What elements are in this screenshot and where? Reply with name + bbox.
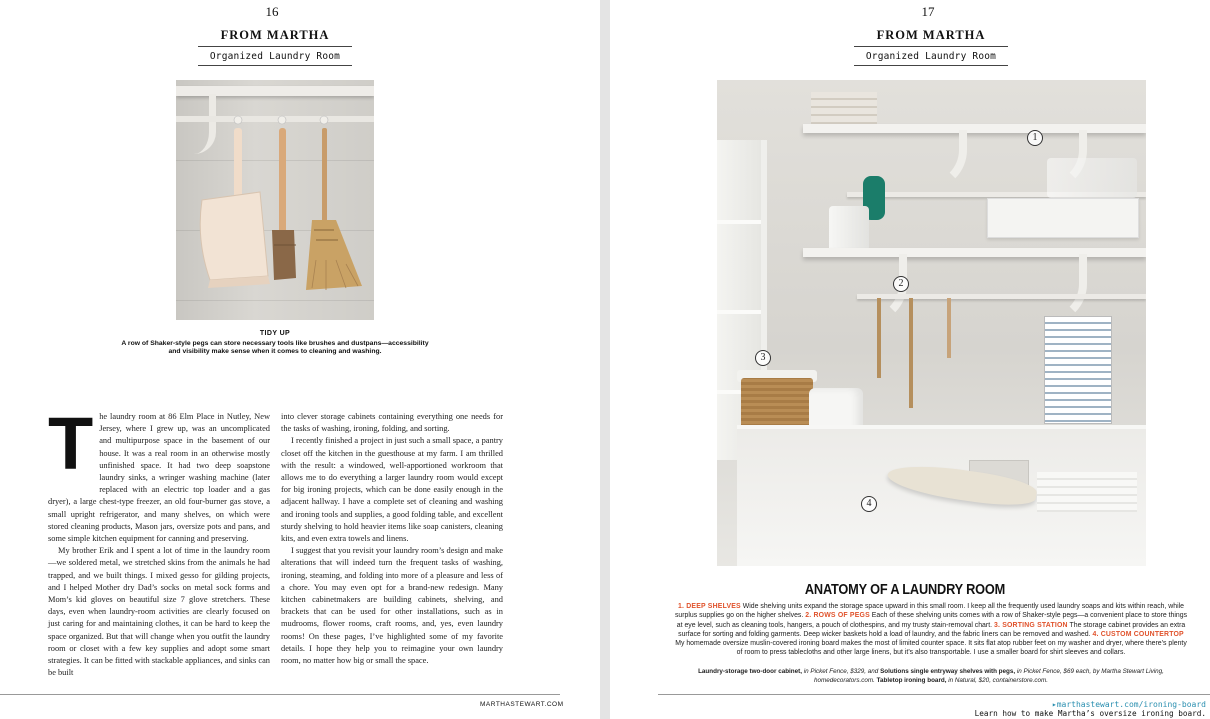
web-link[interactable]: ▸marthastewart.com/ironing-board	[1051, 700, 1206, 709]
broom-icon	[306, 128, 362, 290]
article-paragraph: I suggest that you revisit your laundry room’s design and make alterations that will indeed turn the frequent tasks of washing, ironing, steaming, and folding into more of a pleasure and less of a chore. You may even opt for a brand-new redesign. Many kitchen cabinetmakers are building cabinets, shelving, and brackets that can be used for other installations, such as in mudrooms, flower rooms, craft rooms, and, yes, even laundry rooms! On these pages, I’ve highlighted some of my favorite details. I hope they help you to reimagine your own laundry room, no matter how big or small the space.	[281, 546, 503, 666]
web-link-note: Learn how to make Martha’s oversize ironing board.	[974, 709, 1206, 718]
section-header-right	[854, 28, 1008, 66]
article-column-2	[281, 411, 503, 667]
peg-rail	[176, 116, 374, 122]
page-gutter	[600, 0, 610, 719]
section-title-left: FROM MARTHA	[198, 28, 352, 47]
article-paragraph: My brother Erik and I spent a lot of time in the laundry room—we soldered metal, we stretched skins from the animals he had trapped, and we built things. I mixed gesso for gilding projects, and I helped Mother dry Dad’s socks on metal sock forms and Mom’s kid gloves on beautiful size 7 glove stretchers. These days, even when laundry-room activities are clearly focused on just caring for and maintaining clothes, it can be hard to keep the space organized. But that will change when you outfit the laundry room or closet with a few key supplies and adopt some smart strategies. It can be fitted with stackable appliances, and sinks can be built	[48, 546, 270, 678]
footer-rule-left	[0, 694, 560, 695]
section-subtitle-left: Organized Laundry Room	[198, 47, 352, 66]
middle-shelf	[803, 248, 1146, 257]
article-paragraph: he laundry room at 86 Elm Place in Nutley, New Jersey, where I grew up, was an uncomplicated and multipurpose space in the basement of our house. It was a real room in an otherwise mostly unfinished space. It had two deep soapstone laundry sinks, a wringer washing machine (later replaced with an electric top loader and a gas dryer), a large chest-type freezer, an old four-burner gas stove, a small upright refrigerator, and many shelves, on which were stored cleaning products, Mason jars, oversize pots and pans, and some simple kitchen equipment for canning and preserving.	[48, 412, 270, 544]
callout-4: 4	[861, 496, 877, 512]
credit-product: Tabletop ironing board,	[876, 676, 947, 684]
section-title-right: FROM MARTHA	[854, 28, 1008, 47]
article-paragraph: I recently finished a project in just such a small space, a pantry closet off the kitchen in the guesthouse at my farm. I am thrilled with the result: a windowed, well-apportioned workroom that allows me to do everything a larger laundry room would except for big ironing projects, which can be done easily enough in the adjacent hallway. I have a complete set of cleaning and washing and ironing tools and supplies, a good folding table, and excellent sturdy shelving to hold heavier items like soap canisters, cleaning kits, and even extra towels and linens.	[281, 436, 503, 544]
credit-product: Laundry-storage two-door cabinet,	[698, 668, 802, 675]
peg-icon	[234, 116, 242, 124]
peg-icon	[278, 116, 286, 124]
drop-cap: T	[48, 402, 94, 485]
photo-laundry-room	[717, 80, 1146, 566]
wicker-basket	[741, 378, 813, 430]
article-paragraph: into clever storage cabinets containing everything one needs for the tasks of washing, ironing, folding, and sorting.	[281, 412, 503, 434]
top-shelf	[803, 124, 1146, 133]
hanging-dustpan	[877, 298, 881, 378]
shelf-bracket	[1047, 254, 1087, 324]
window-mullion	[717, 310, 761, 314]
footer-rule-right	[658, 694, 1210, 695]
credit-detail: in Natural, $20, containerstore.com.	[946, 676, 1048, 684]
page-number-right: 17	[921, 4, 935, 19]
section-subtitle-right: Organized Laundry Room	[854, 47, 1008, 66]
hanging-brush	[909, 298, 913, 408]
peg-rail-bottom	[857, 294, 1146, 299]
tools-illustration	[176, 80, 374, 320]
callout-2: 2	[893, 276, 909, 292]
peg-icon	[320, 116, 328, 124]
item-text: The storage cabinet provides an extra surface for sorting and folding garments. Deep wicker baskets hold a load of laundry, and the fabric liners can be removed and washed.	[678, 621, 1186, 638]
item-label-custom-countertop: 4. CUSTOM COUNTERTOP	[1092, 630, 1184, 638]
anatomy-description	[674, 602, 1188, 658]
folded-towels	[1037, 472, 1137, 512]
anatomy-title: ANATOMY OF A LAUNDRY ROOM	[804, 582, 1006, 598]
product-credits	[674, 668, 1188, 685]
callout-1: 1	[1027, 130, 1043, 146]
window-mullion	[717, 220, 761, 224]
hanging-hanger	[947, 298, 951, 358]
right-page	[610, 0, 1210, 719]
credit-detail: in Picket Fence, $69 each, by Martha Stewart Living, homedecorators.com.	[813, 668, 1164, 684]
folded-linens	[811, 92, 877, 126]
article-column-1	[48, 402, 270, 679]
item-text: My homemade oversize muslin-covered ironing board makes the most of limited counter space. It sits flat atop rubber feet on my washer and dryer, where there’s plenty of room to press tablecloths and other large linens, but it’s also transportable. I use a smaller board for shirt sleeves and collars.	[675, 640, 1187, 657]
item-label-deep-shelves: 1. DEEP SHELVES	[677, 603, 741, 610]
section-header-left	[198, 28, 352, 66]
photo-shaker-pegs-tools	[176, 80, 374, 320]
stain-removal-chart	[1044, 316, 1112, 424]
callout-3: 3	[755, 350, 771, 366]
shelf-bracket	[927, 130, 967, 190]
caption-text: A row of Shaker-style pegs can store necessary tools like brushes and dustpans—accessibility and visibility make sense when it comes to cleaning and washing.	[121, 339, 429, 356]
item-text: Each of these shelving units comes with a row of Shaker-style pegs—a convenient place to store things at eye level, such as cleaning tools, hangers, a pouch of clothespins, and my trusty stain-removal chart.	[676, 612, 1188, 629]
left-page	[0, 0, 600, 719]
item-text: Wide shelving units expand the storage space upward in this small room. I keep all the frequently used laundry soaps and kits within reach, while surplus supplies go on the higher shelves.	[674, 603, 1185, 620]
item-label-rows-of-pegs: 2. ROWS OF PEGS	[805, 612, 870, 620]
dustpan-icon	[200, 128, 270, 288]
photo-caption	[116, 330, 434, 357]
glass-jars	[1047, 158, 1137, 198]
credit-detail: in Picket Fence, $329,	[801, 668, 868, 675]
caption-title: TIDY UP	[259, 330, 291, 337]
folio-site-name: MARTHASTEWART.COM	[480, 701, 564, 708]
page-number-left: 16	[265, 4, 279, 19]
credit-and: and	[867, 668, 881, 675]
item-label-sorting-station: 3. SORTING STATION	[993, 621, 1068, 629]
hand-brush-icon	[272, 128, 296, 280]
credit-product: Solutions single entryway shelves with pegs,	[880, 668, 1016, 675]
white-bins	[987, 198, 1139, 238]
